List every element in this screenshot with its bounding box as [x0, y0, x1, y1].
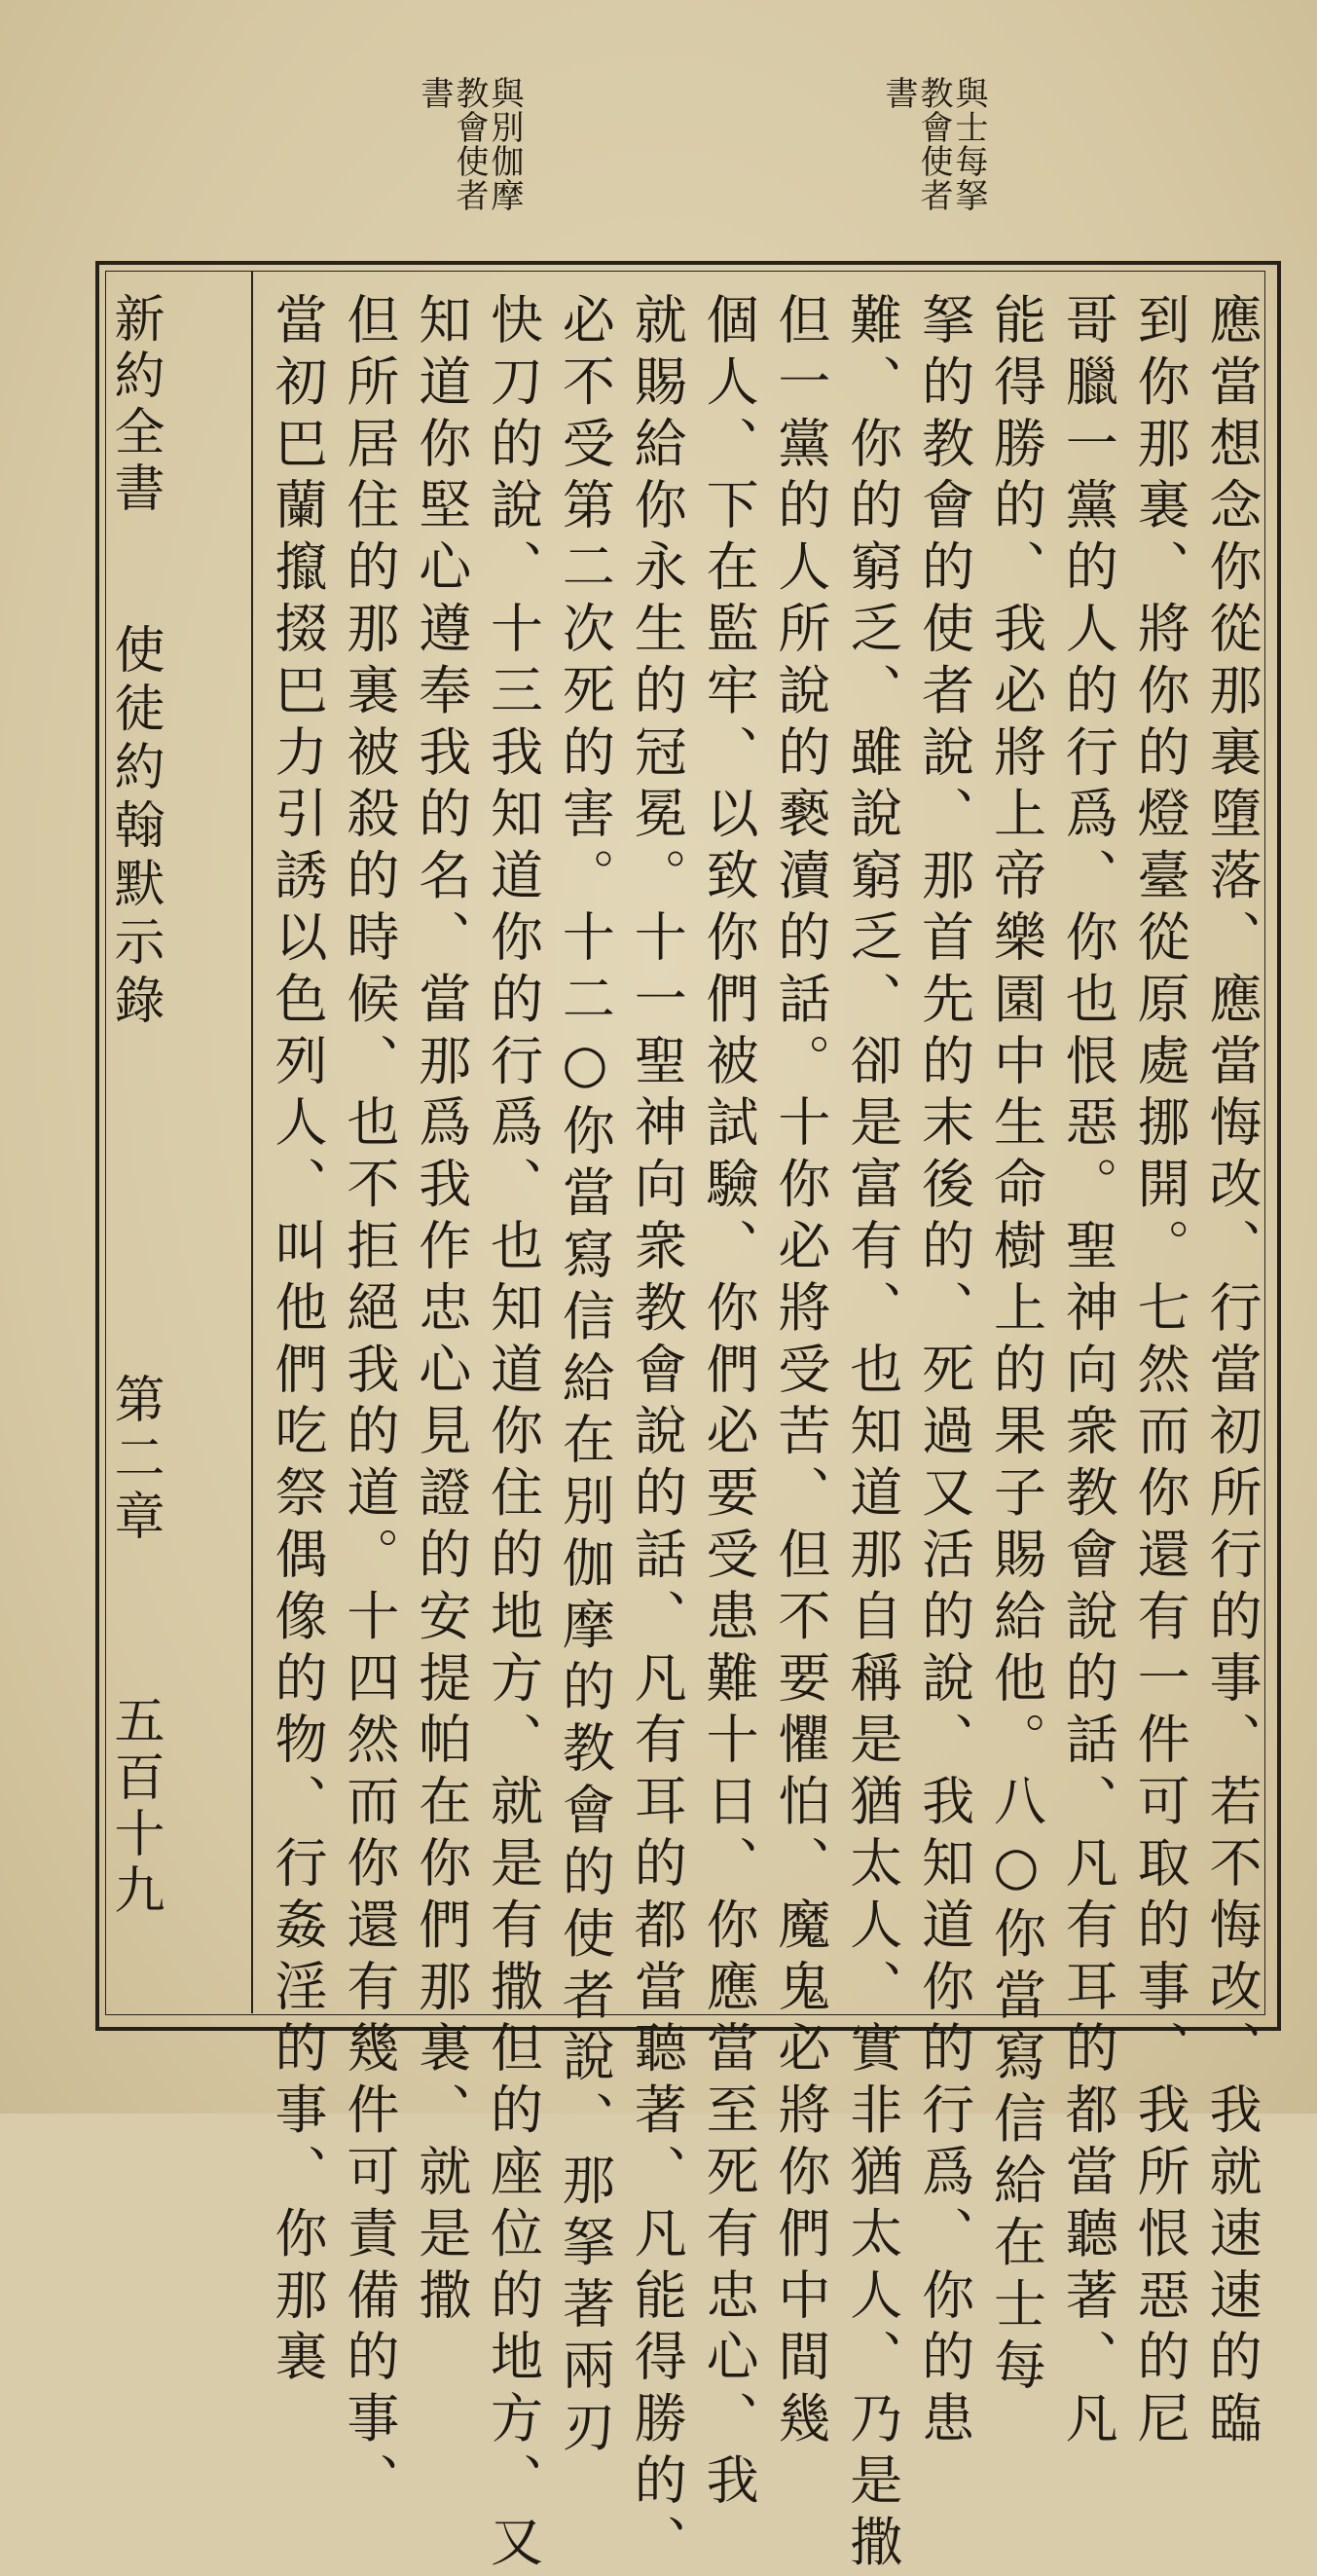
header-note-line: 與別伽摩 — [485, 76, 524, 212]
text-column-14: 當初巴蘭攛掇巴力引誘以色列人、叫他們吃祭偶像的物、行姦淫的事、你那裏 — [267, 292, 328, 2391]
header-note-line: 教會使者 — [914, 76, 953, 212]
page-number: 五百十九 — [105, 1694, 164, 1920]
text-column-10: 必不受第二次死的害。十二○你當寫信給在別伽摩的教會的使者說、那拏著兩刃 — [554, 292, 616, 2461]
text-column-4: 能得勝的、我必將上帝樂園中生命樹上的果子賜給他。八○你當寫信給在士每 — [985, 292, 1047, 2400]
header-note-line: 與士每拏 — [949, 76, 988, 212]
gutter-divider — [251, 272, 253, 2013]
book-name: 使徒約翰默示錄 — [105, 623, 164, 1032]
book-collection-title: 新約全書 — [105, 292, 164, 518]
header-note-line: 教會使者 — [450, 76, 489, 212]
text-column-5: 拏的教會的使者說、那首先的末後的、死過又活的說、我知道你的行爲、你的患 — [913, 292, 975, 2452]
text-column-12: 知道你堅心遵奉我的名、當那爲我作忠心見證的安提帕在你們那裏、就是撒 — [410, 292, 472, 2330]
text-column-11: 快刀的說、十三我知道你的行爲、也知道你住的地方、就是有撒但的座位的地方、又 — [482, 292, 544, 2576]
text-column-1: 應當想念你從那裏墮落、應當悔改、行當初所行的事、若不悔改、我就速速的臨 — [1200, 292, 1262, 2452]
header-note-line: 書 — [415, 76, 454, 110]
text-column-9: 就賜給你永生的冠冕。十一聖神向衆教會說的話、凡有耳的都當聽著、凡能得勝的、 — [626, 292, 688, 2576]
verse-text-block — [265, 292, 1262, 2576]
text-column-6: 難、你的窮乏、雖說窮乏、卻是富有、也知道那自稱是猶太人、實非猶太人、乃是撒 — [841, 292, 903, 2576]
text-column-2: 到你那裏、將你的燈臺從原處挪開。七然而你還有一件可取的事、我所恨惡的尼 — [1129, 292, 1191, 2452]
header-note-pergamum — [417, 76, 522, 271]
text-column-3: 哥臘一黨的人的行爲、你也恨惡。聖神向衆教會說的話、凡有耳的都當聽著、凡 — [1057, 292, 1119, 2452]
header-note-line: 書 — [879, 76, 918, 110]
chapter-label: 第二章 — [105, 1373, 164, 1548]
header-note-smyrna — [881, 76, 986, 271]
text-column-13: 但所居住的那裏被殺的時候、也不拒絕我的道。十四然而你還有幾件可責備的事、 — [338, 292, 400, 2515]
text-column-8: 個人、下在監牢、以致你們被試驗、你們必要受患難十日、你應當至死有忠心、我 — [698, 292, 760, 2515]
text-column-7: 但一黨的人所說的褻瀆的話。十你必將受苦、但不要懼怕、魔鬼必將你們中間幾 — [769, 292, 831, 2452]
running-head-gutter — [105, 292, 251, 2006]
